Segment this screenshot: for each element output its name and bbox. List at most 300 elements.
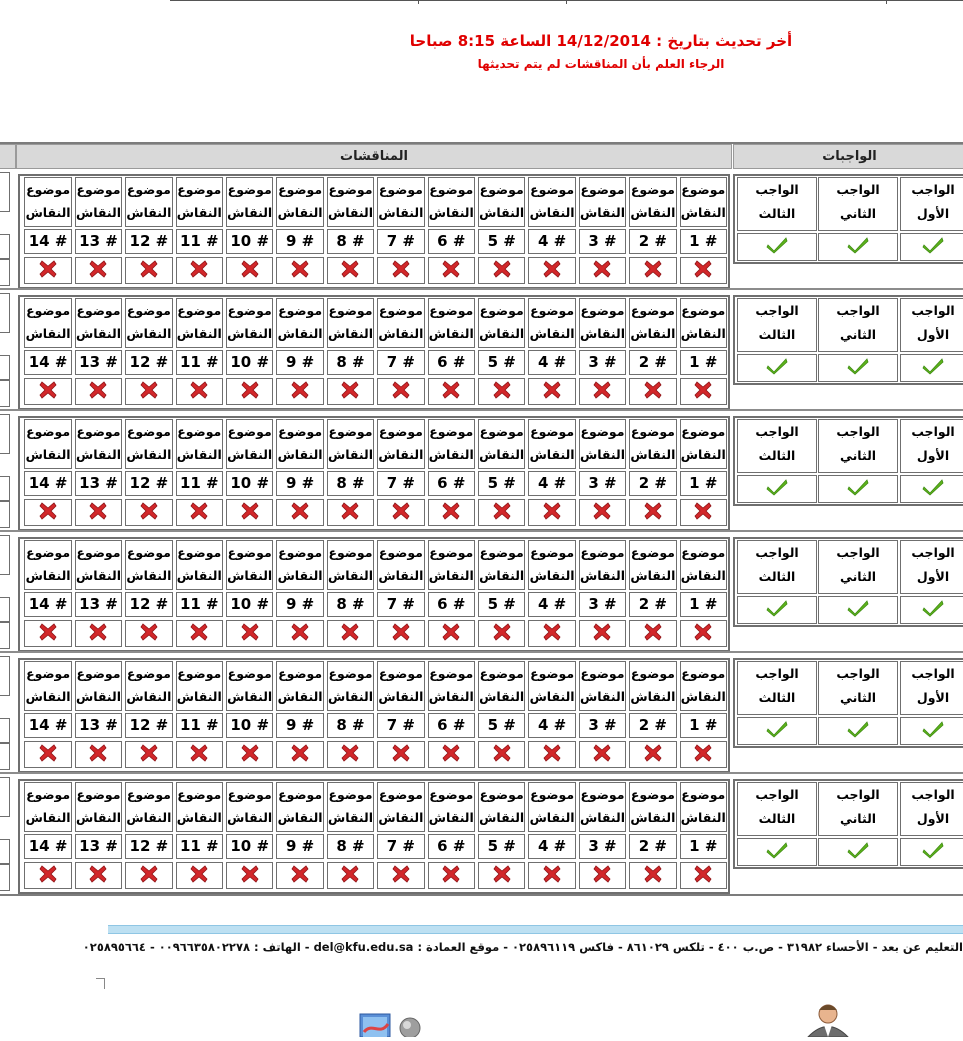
assignment-label-ordinal: الثاني [839, 448, 877, 463]
discussion-status-cell [226, 257, 273, 284]
cross-icon [140, 381, 158, 399]
discussion-status-cell [528, 741, 575, 768]
discussion-status-cell [629, 862, 676, 889]
discussion-status-cell [327, 620, 374, 647]
discussion-topic-label [680, 782, 727, 832]
discussion-label-bottom: النقاش [176, 689, 222, 704]
discussion-label-bottom: النقاش [277, 447, 323, 462]
footer-contact: التعليم عن بعد - الأحساء ٣١٩٨٢ - ص.ب ٤٠٠ - تلكس ٨٦١٠٢٩ - فاكس ٠٢٥٨٩٦١١٩ - موقع العمادة : del@kfu.edu.sa - الهاتف : ٠٠٩٦٦٣٥٨٠٢٢٧٨ - ٠٢٥٨٩٥٦٦٤ [82, 940, 963, 954]
discussion-label-bottom: النقاش [529, 447, 575, 462]
discussion-number: 12 # [125, 713, 172, 738]
discussion-label-bottom: النقاش [479, 205, 525, 220]
discussion-status-cell [579, 620, 626, 647]
update-notice [0, 30, 963, 74]
cross-icon [89, 381, 107, 399]
discussion-label-top: موضوع [530, 303, 575, 318]
discussion-topic-label [629, 782, 676, 832]
discussion-status-cell [428, 741, 475, 768]
cross-icon [140, 502, 158, 520]
discussion-label-bottom: النقاش [75, 447, 121, 462]
discussion-label-top: موضوع [278, 787, 323, 802]
cross-icon [140, 623, 158, 641]
cross-icon [644, 381, 662, 399]
cross-icon [694, 623, 712, 641]
cross-icon [593, 502, 611, 520]
discussion-status-cell [629, 499, 676, 526]
discussion-number: 14 # [24, 834, 71, 859]
discussion-topic-label [680, 419, 727, 469]
discussion-status-cell [428, 499, 475, 526]
discussion-status-cell [226, 741, 273, 768]
discussion-label-top: موضوع [126, 545, 171, 560]
discussion-status-cell [24, 741, 71, 768]
discussion-status-cell [680, 257, 727, 284]
discussion-status-cell [276, 741, 323, 768]
discussion-status-cell [176, 378, 223, 405]
footer-divider [108, 925, 963, 934]
discussion-number: 6 # [428, 834, 475, 859]
discussion-status-cell [579, 378, 626, 405]
discussion-number: 8 # [327, 471, 374, 496]
discussion-topic-label [226, 177, 273, 227]
discussion-label-top: موضوع [76, 545, 121, 560]
discussion-label-top: موضوع [429, 303, 474, 318]
discussion-number: 3 # [579, 350, 626, 375]
discussion-label-bottom: النقاش [428, 326, 474, 341]
discussion-topic-label [176, 419, 223, 469]
discussion-status-cell [327, 862, 374, 889]
discussion-number: 10 # [226, 834, 273, 859]
cross-icon [140, 744, 158, 762]
assignment-label-ordinal: الثاني [839, 569, 877, 584]
discussion-status-cell [24, 862, 71, 889]
assignment-label [900, 782, 963, 836]
discussion-label-bottom: النقاش [428, 689, 474, 704]
cross-icon [493, 260, 511, 278]
assignment-label-word: الواجب [911, 424, 955, 439]
cross-icon [644, 744, 662, 762]
cross-icon [493, 744, 511, 762]
discussion-topic-label [377, 661, 424, 711]
discussion-label-top: موضوع [580, 303, 625, 318]
discussion-label-bottom: النقاش [327, 810, 373, 825]
discussion-topic-label [629, 661, 676, 711]
discussion-number: 9 # [276, 834, 323, 859]
discussion-label-top: موضوع [378, 424, 423, 439]
discussion-label-top: موضوع [630, 424, 675, 439]
discussion-number: 4 # [528, 229, 575, 254]
assignment-status-cell [737, 838, 817, 866]
assignment-label-word: الواجب [755, 787, 799, 802]
discussion-topic-label [327, 298, 374, 348]
left-cell-stub [0, 355, 10, 381]
check-icon [847, 841, 869, 859]
assignment-status-cell [818, 475, 898, 503]
left-cell-stub [0, 258, 10, 286]
row-separator [0, 772, 963, 774]
student-row [0, 292, 963, 410]
discussion-number: 11 # [176, 229, 223, 254]
discussion-label-bottom: النقاش [227, 326, 273, 341]
discussion-number: 4 # [528, 350, 575, 375]
assignment-label-word: الواجب [836, 787, 880, 802]
discussion-status-cell [478, 257, 525, 284]
discussion-topic-label [528, 298, 575, 348]
discussion-status-cell [176, 862, 223, 889]
discussion-label-bottom: النقاش [126, 568, 172, 583]
assignment-label-ordinal: الثالث [758, 327, 796, 342]
left-cell-stub [0, 777, 10, 817]
discussion-status-cell [75, 862, 122, 889]
discussion-status-cell [176, 499, 223, 526]
cross-icon [39, 865, 57, 883]
assignment-status-cell [900, 354, 963, 382]
discussion-topic-label [176, 782, 223, 832]
discussion-label-bottom: النقاش [680, 447, 726, 462]
left-cell-stub [0, 234, 10, 260]
cross-icon [442, 623, 460, 641]
discussion-label-bottom: النقاش [176, 326, 222, 341]
cross-icon [493, 865, 511, 883]
check-icon [922, 236, 944, 254]
image-icon[interactable] [358, 1008, 422, 1037]
discussion-status-cell [579, 257, 626, 284]
discussion-topic-label [428, 177, 475, 227]
discussion-label-top: موضوع [429, 545, 474, 560]
check-icon [847, 720, 869, 738]
cross-icon [190, 744, 208, 762]
discussion-topic-label [428, 419, 475, 469]
cross-icon [140, 865, 158, 883]
assignment-label-word: الواجب [836, 182, 880, 197]
cross-icon [190, 865, 208, 883]
discussion-number: 4 # [528, 592, 575, 617]
discussion-status-cell [428, 257, 475, 284]
cross-icon [341, 623, 359, 641]
discussion-status-cell [125, 499, 172, 526]
discussion-label-top: موضوع [429, 787, 474, 802]
discussion-label-top: موضوع [26, 303, 71, 318]
discussion-label-bottom: النقاش [680, 205, 726, 220]
left-cell-stub [0, 621, 10, 649]
assignment-label [818, 540, 898, 594]
discussion-label-top: موضوع [126, 182, 171, 197]
check-icon [766, 357, 788, 375]
assignment-label-word: الواجب [755, 303, 799, 318]
discussion-label-top: موضوع [177, 545, 222, 560]
discussion-status-cell [226, 862, 273, 889]
discussion-label-top: موضوع [681, 666, 726, 681]
discussion-number: 14 # [24, 229, 71, 254]
discussion-number: 13 # [75, 471, 122, 496]
discussion-label-bottom: النقاش [25, 326, 71, 341]
discussion-label-bottom: النقاش [176, 205, 222, 220]
assignment-label [900, 298, 963, 352]
discussion-topic-label [226, 661, 273, 711]
discussion-number: 12 # [125, 350, 172, 375]
discussion-label-top: موضوع [479, 787, 524, 802]
cross-icon [543, 623, 561, 641]
discussion-label-bottom: النقاش [529, 326, 575, 341]
discussion-number: 6 # [428, 350, 475, 375]
discussion-label-bottom: النقاش [479, 568, 525, 583]
discussion-number: 8 # [327, 350, 374, 375]
discussion-topic-label [276, 540, 323, 590]
discussion-topic-label [75, 177, 122, 227]
discussion-label-bottom: النقاش [327, 689, 373, 704]
discussion-label-bottom: النقاش [479, 447, 525, 462]
check-icon [766, 478, 788, 496]
discussion-topic-label [176, 177, 223, 227]
check-icon [847, 478, 869, 496]
discussions-not-updated-text: الرجاء العلم بأن المناقشات لم يتم تحديثها [477, 57, 725, 71]
cross-icon [89, 744, 107, 762]
check-icon [922, 357, 944, 375]
discussion-status-cell [276, 499, 323, 526]
discussion-label-bottom: النقاش [327, 447, 373, 462]
discussion-topic-label [75, 661, 122, 711]
discussion-number: 7 # [377, 713, 424, 738]
discussion-status-cell [377, 257, 424, 284]
cross-icon [392, 865, 410, 883]
discussion-number: 3 # [579, 229, 626, 254]
assignment-label-ordinal: الأول [916, 327, 950, 342]
discussion-number: 10 # [226, 350, 273, 375]
discussion-label-top: موضوع [26, 787, 71, 802]
student-row [0, 776, 963, 894]
discussion-label-bottom: النقاش [529, 205, 575, 220]
discussion-topic-label [528, 782, 575, 832]
discussion-status-cell [478, 741, 525, 768]
discussion-label-top: موضوع [378, 303, 423, 318]
discussion-label-top: موضوع [479, 545, 524, 560]
discussion-label-bottom: النقاش [227, 568, 273, 583]
row-separator [0, 409, 963, 411]
discussion-number: 9 # [276, 350, 323, 375]
assignment-label [737, 419, 817, 473]
discussion-label-top: موضوع [126, 666, 171, 681]
discussion-label-top: موضوع [479, 303, 524, 318]
check-icon [766, 236, 788, 254]
discussion-number: 1 # [680, 834, 727, 859]
discussion-topic-label [327, 177, 374, 227]
discussion-number: 2 # [629, 350, 676, 375]
discussion-label-bottom: النقاش [75, 568, 121, 583]
assignment-label-word: الواجب [911, 303, 955, 318]
discussion-number: 6 # [428, 229, 475, 254]
discussion-topic-label [680, 661, 727, 711]
discussion-label-bottom: النقاش [277, 810, 323, 825]
cross-icon [543, 865, 561, 883]
discussion-status-cell [327, 257, 374, 284]
check-icon [922, 720, 944, 738]
discussion-label-bottom: النقاش [428, 810, 474, 825]
discussion-topic-label [24, 661, 71, 711]
discussion-number: 13 # [75, 229, 122, 254]
discussion-topic-label [125, 540, 172, 590]
discussion-topic-label [579, 298, 626, 348]
discussion-status-cell [428, 862, 475, 889]
assignment-label-ordinal: الثاني [839, 811, 877, 826]
discussion-label-bottom: النقاش [479, 689, 525, 704]
cross-icon [291, 623, 309, 641]
discussion-label-bottom: النقاش [227, 447, 273, 462]
row-separator [0, 530, 963, 532]
discussion-number: 11 # [176, 592, 223, 617]
discussion-number: 6 # [428, 592, 475, 617]
discussion-label-bottom: النقاش [630, 689, 676, 704]
discussion-topic-label [125, 177, 172, 227]
cross-icon [644, 623, 662, 641]
discussion-topic-label [680, 540, 727, 590]
assignment-status-cell [737, 717, 817, 745]
discussion-status-cell [75, 257, 122, 284]
discussion-label-top: موضوع [378, 182, 423, 197]
row-separator [0, 288, 963, 290]
cross-icon [241, 865, 259, 883]
assignment-label-word: الواجب [836, 666, 880, 681]
assignment-label [900, 419, 963, 473]
assignment-status-cell [900, 475, 963, 503]
cross-icon [543, 381, 561, 399]
discussion-topic-label [528, 419, 575, 469]
discussion-number: 13 # [75, 834, 122, 859]
assignment-status-cell [818, 838, 898, 866]
check-icon [847, 357, 869, 375]
discussion-number: 14 # [24, 471, 71, 496]
discussion-label-bottom: النقاش [227, 689, 273, 704]
discussion-label-bottom: النقاش [176, 810, 222, 825]
discussion-number: 12 # [125, 471, 172, 496]
discussion-topic-label [176, 298, 223, 348]
discussion-topic-label [377, 298, 424, 348]
discussion-topic-label [75, 298, 122, 348]
assignment-label-ordinal: الثالث [758, 206, 796, 221]
discussion-status-cell [528, 378, 575, 405]
cross-icon [543, 260, 561, 278]
discussions-header: المناقشات [16, 144, 732, 169]
discussion-status-cell [680, 620, 727, 647]
discussion-label-bottom: النقاش [378, 205, 424, 220]
discussion-label-top: موضوع [681, 303, 726, 318]
discussion-label-bottom: النقاش [25, 689, 71, 704]
discussion-number: 1 # [680, 471, 727, 496]
discussion-label-top: موضوع [630, 666, 675, 681]
check-icon [922, 599, 944, 617]
discussion-status-cell [125, 862, 172, 889]
discussion-label-bottom: النقاش [126, 447, 172, 462]
cross-icon [291, 502, 309, 520]
assignment-label-word: الواجب [911, 182, 955, 197]
assignment-label-word: الواجب [911, 787, 955, 802]
left-cell-stub [0, 718, 10, 744]
discussion-label-top: موضوع [530, 666, 575, 681]
left-cell-stub [0, 379, 10, 407]
discussion-label-top: موضوع [378, 545, 423, 560]
discussion-number: 11 # [176, 471, 223, 496]
assignment-label-ordinal: الثاني [839, 206, 877, 221]
cross-icon [291, 381, 309, 399]
discussion-label-top: موضوع [328, 545, 373, 560]
discussion-number: 14 # [24, 350, 71, 375]
discussion-status-cell [579, 499, 626, 526]
assignment-label-word: الواجب [755, 424, 799, 439]
discussion-number: 6 # [428, 471, 475, 496]
discussion-number: 6 # [428, 713, 475, 738]
discussion-number: 3 # [579, 471, 626, 496]
discussion-status-cell [125, 378, 172, 405]
cross-icon [694, 865, 712, 883]
cross-icon [39, 744, 57, 762]
discussion-status-cell [528, 499, 575, 526]
discussion-number: 2 # [629, 471, 676, 496]
discussion-number: 1 # [680, 350, 727, 375]
discussion-number: 9 # [276, 229, 323, 254]
discussion-label-top: موضوع [378, 666, 423, 681]
discussion-label-bottom: النقاش [227, 810, 273, 825]
cross-icon [89, 623, 107, 641]
discussion-topic-label [428, 782, 475, 832]
discussion-topic-label [428, 298, 475, 348]
discussion-topic-label [24, 177, 71, 227]
check-icon [847, 236, 869, 254]
assignment-status-cell [737, 233, 817, 261]
discussion-number: 7 # [377, 471, 424, 496]
cross-icon [694, 502, 712, 520]
top-table-edge [170, 0, 963, 4]
discussion-label-top: موضوع [479, 182, 524, 197]
discussion-label-top: موضوع [479, 424, 524, 439]
discussion-topic-label [428, 540, 475, 590]
discussion-topic-label [125, 782, 172, 832]
discussion-topic-label [75, 419, 122, 469]
discussion-topic-label [629, 540, 676, 590]
discussion-label-top: موضوع [278, 303, 323, 318]
discussion-number: 9 # [276, 713, 323, 738]
discussion-number: 1 # [680, 229, 727, 254]
cross-icon [543, 502, 561, 520]
discussion-topic-label [176, 540, 223, 590]
discussion-label-bottom: النقاش [126, 810, 172, 825]
discussion-topic-label [528, 661, 575, 711]
assignment-label-word: الواجب [836, 303, 880, 318]
discussion-status-cell [377, 378, 424, 405]
check-icon [922, 478, 944, 496]
discussion-topic-label [226, 782, 273, 832]
discussion-label-top: موضوع [26, 182, 71, 197]
assignment-status-cell [900, 233, 963, 261]
discussion-status-cell [276, 620, 323, 647]
assignment-label-ordinal: الثاني [839, 690, 877, 705]
discussion-status-cell [75, 499, 122, 526]
discussion-number: 12 # [125, 229, 172, 254]
discussion-topic-label [528, 177, 575, 227]
discussion-label-top: موضوع [681, 182, 726, 197]
assignment-label-word: الواجب [755, 666, 799, 681]
discussion-topic-label [478, 298, 525, 348]
assignment-label [737, 177, 817, 231]
discussion-label-bottom: النقاش [126, 689, 172, 704]
assignment-label-word: الواجب [755, 182, 799, 197]
discussion-status-cell [377, 862, 424, 889]
discussion-label-bottom: النقاش [25, 568, 71, 583]
user-icon[interactable] [800, 1000, 856, 1037]
discussion-status-cell [629, 378, 676, 405]
cross-icon [241, 623, 259, 641]
discussion-label-top: موضوع [429, 424, 474, 439]
discussion-label-bottom: النقاش [277, 326, 323, 341]
assignment-label-ordinal: الأول [916, 206, 950, 221]
